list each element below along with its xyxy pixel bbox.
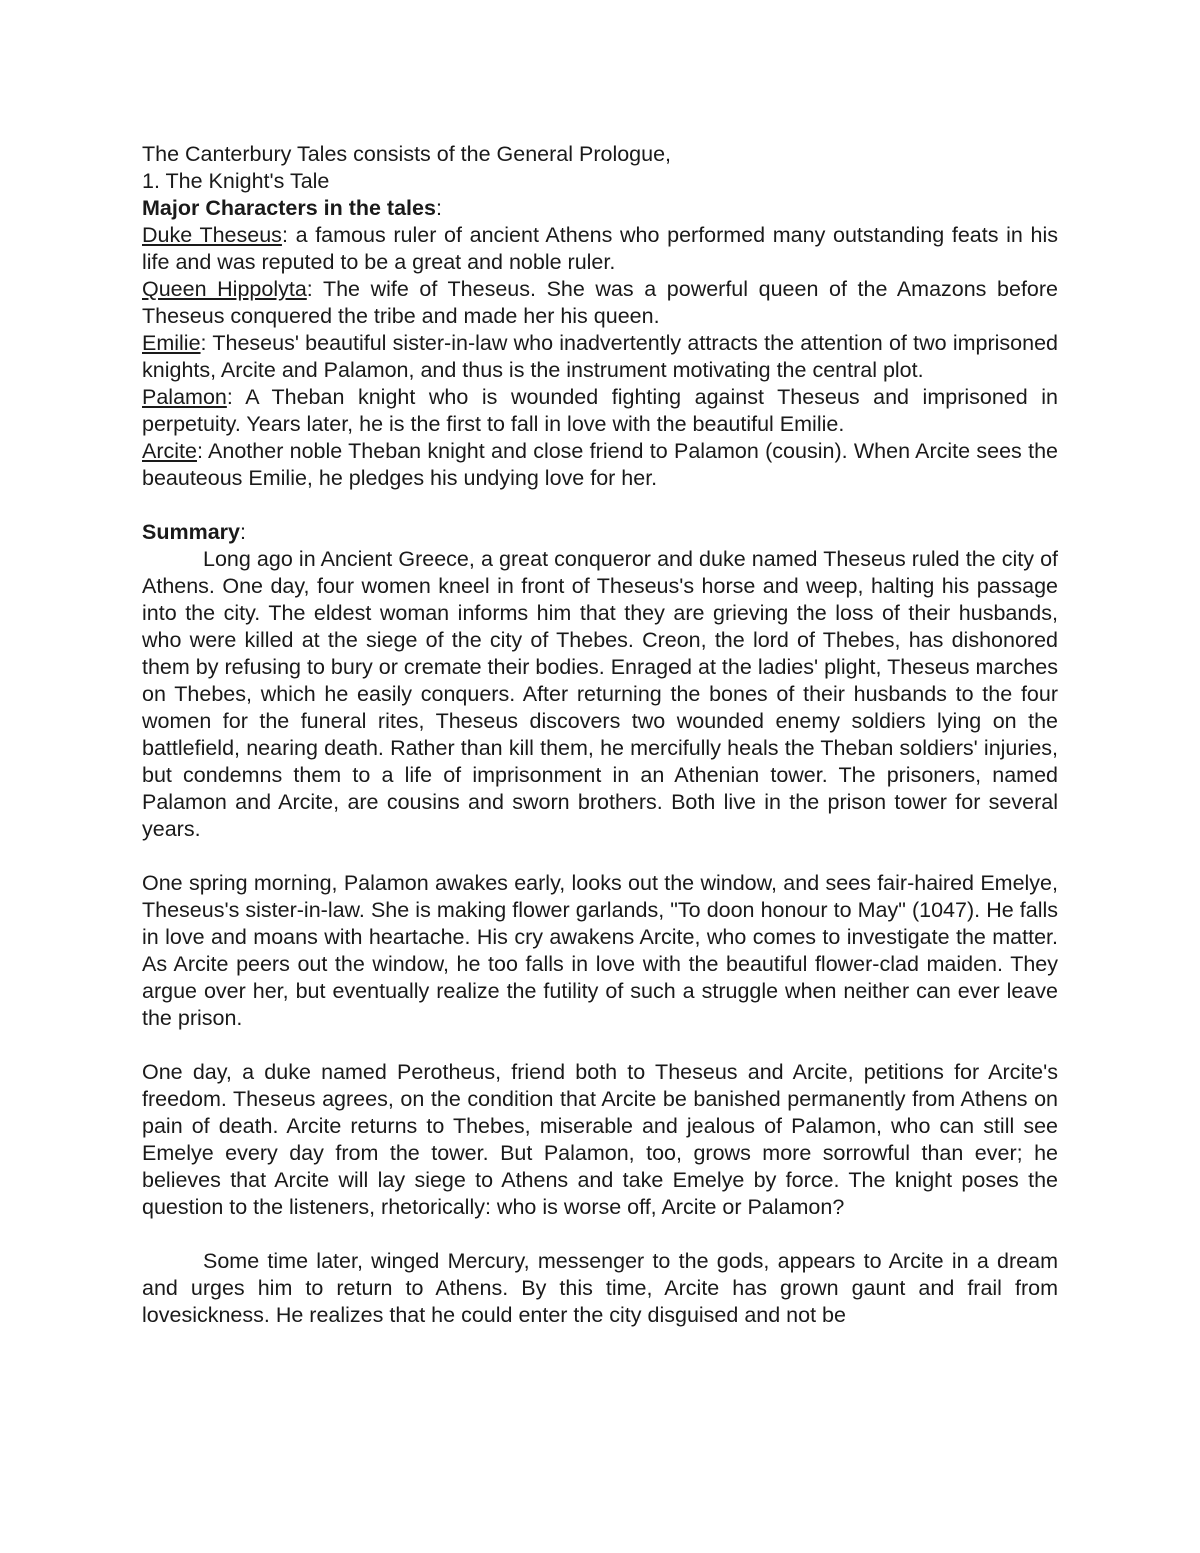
summary-heading-colon: : [240,520,246,544]
character-desc: : Theseus' beautiful sister-in-law who inadvertently attracts the attention of two imprisoned knights, Arcite and Palamon, and thus is the instrument motivating the central plot. [142,331,1058,382]
intro-line: The Canterbury Tales consists of the General Prologue, [142,142,672,166]
character-desc: : The wife of Theseus. She was a powerful queen of the Amazons before Theseus conquered the tribe and made her his queen. [142,277,1058,328]
characters-heading-text: Major Characters in the tales [142,196,436,220]
character-desc: : A Theban knight who is wounded fighting against Theseus and imprisoned in perpetuity. Years later, he is the first to fall in love with the beautiful Emilie. [142,385,1058,436]
summary-heading [142,519,1058,546]
character-name: Emilie [142,331,201,355]
character-entry [142,276,1058,330]
character-entry [142,438,1058,492]
character-desc: : Another noble Theban knight and close friend to Palamon (cousin). When Arcite sees the beauteous Emilie, he pledges his undying love for her. [142,439,1058,490]
character-name: Palamon [142,385,227,409]
character-entry [142,222,1058,276]
summary-paragraph: Some time later, winged Mercury, messenger to the gods, appears to Arcite in a dream and urges him to return to Athens. By this time, Arcite has grown gaunt and frail from lovesickness. He realizes that he could enter the city disguised and not be [142,1249,1058,1327]
characters-heading [142,195,1058,222]
document-page [142,141,1058,1329]
spacer [142,1032,1058,1059]
summary-paragraph: Long ago in Ancient Greece, a great conqueror and duke named Theseus ruled the city of Athens. One day, four women kneel in front of Theseus's horse and weep, halting his passage into the city. The eldest woman informs him that they are grieving the loss of their husbands, who were killed at the siege of the city of Thebes. Creon, the lord of Thebes, has dishonored them by refusing to bury or cremate their bodies. Enraged at the ladies' plight, Theseus marches on Thebes, which he easily conquers. After returning the bones of their husbands to the four women for the funeral rites, Theseus discovers two wounded enemy soldiers lying on the battlefield, nearing death. Rather than kill them, he mercifully heals the Theban soldiers' injuries, but condemns them to a life of imprisonment in an Athenian tower. The prisoners, named Palamon and Arcite, are cousins and sworn brothers. Both live in the prison tower for several years. [142,547,1058,841]
spacer [142,492,1058,519]
spacer [142,843,1058,870]
summary-paragraph: One spring morning, Palamon awakes early, looks out the window, and sees fair-haired Emelye, Theseus's sister-in-law. She is making flower garlands, "To doon honour to May" (1047). He falls in love and moans with heartache. His cry awakens Arcite, who comes to investigate the matter. As Arcite peers out the window, he too falls in love with the beautiful flower-clad maiden. They argue over her, but eventually realize the futility of such a struggle when neither can ever leave the prison. [142,871,1058,1030]
character-name: Queen Hippolyta [142,277,307,301]
summary-paragraph: One day, a duke named Perotheus, friend both to Theseus and Arcite, petitions for Arcite's freedom. Theseus agrees, on the condition that Arcite be banished permanently from Athens on pain of death. Arcite returns to Thebes, miserable and jealous of Palamon, who can still see Emelye every day from the tower. But Palamon, too, grows more sorrowful than ever; he believes that Arcite will lay siege to Athens and take Emelye by force. The knight poses the question to the listeners, rhetorically: who is worse off, Arcite or Palamon? [142,1060,1058,1219]
character-entry [142,330,1058,384]
summary-heading-text: Summary [142,520,240,544]
character-desc: : a famous ruler of ancient Athens who performed many outstanding feats in his life and was reputed to be a great and noble ruler. [142,223,1058,274]
character-entry [142,384,1058,438]
character-name: Duke Theseus [142,223,282,247]
tale-title: 1. The Knight's Tale [142,169,330,193]
spacer [142,1221,1058,1248]
character-name: Arcite [142,439,197,463]
characters-heading-colon: : [435,196,442,220]
